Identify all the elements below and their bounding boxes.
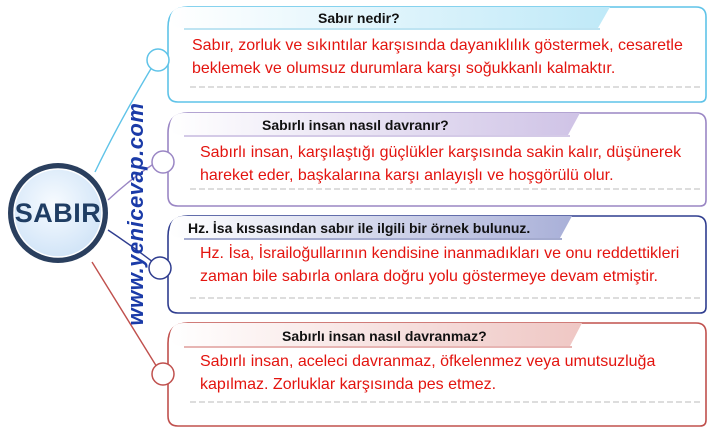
card-4-title: Sabırlı insan nasıl davranmaz? [282, 328, 487, 344]
watermark-text: www.yenicevap.com [123, 102, 148, 326]
card-1-line-1: Sabır, zorluk ve sıkıntılar karşısında dayanıklılık göstermek, cesaretle [192, 37, 683, 54]
card-3-title: Hz. İsa kıssasından sabır ile ilgili bir örnek bulunuz. [188, 220, 531, 236]
card-1-line-2: beklemek ve olumsuz durumlara karşı soğukkanlı kalmaktır. [192, 59, 616, 77]
card-2-line-2: hareket eder, başkalarına karşı anlayışlı ve hoşgörülü olur. [200, 166, 614, 184]
card-2-title: Sabırlı insan nasıl davranır? [262, 117, 449, 133]
card-4-answer [200, 351, 655, 396]
card-2-answer [200, 142, 681, 187]
card-1-node [147, 49, 169, 71]
card-3-line-2: zaman bile sabırla onlara doğru yolu göstermeye devam etmiştir. [200, 267, 658, 285]
card-1-answer [192, 35, 683, 80]
card-4-line-2: kapılmaz. Zorluklar karşısında pes etmez. [200, 375, 497, 393]
card-2-line-1: Sabırlı insan, karşılaştığı güçlükler karşısında sakin kalır, düşünerek [200, 144, 682, 161]
card-3-node [149, 257, 171, 279]
card-1-title: Sabır nedir? [318, 10, 400, 26]
card-2-node [152, 151, 174, 173]
card-3-line-1: Hz. İsa, İsrailoğullarının kendisine inanmadıkları ve onu reddettikleri [200, 245, 680, 262]
center-topic-title: SABIR [14, 197, 102, 228]
card-4-node [152, 363, 174, 385]
card-4-line-1: Sabırlı insan, aceleci davranmaz, öfkelenmez veya umutsuzluğa [200, 353, 656, 370]
card-3-answer [200, 243, 679, 288]
